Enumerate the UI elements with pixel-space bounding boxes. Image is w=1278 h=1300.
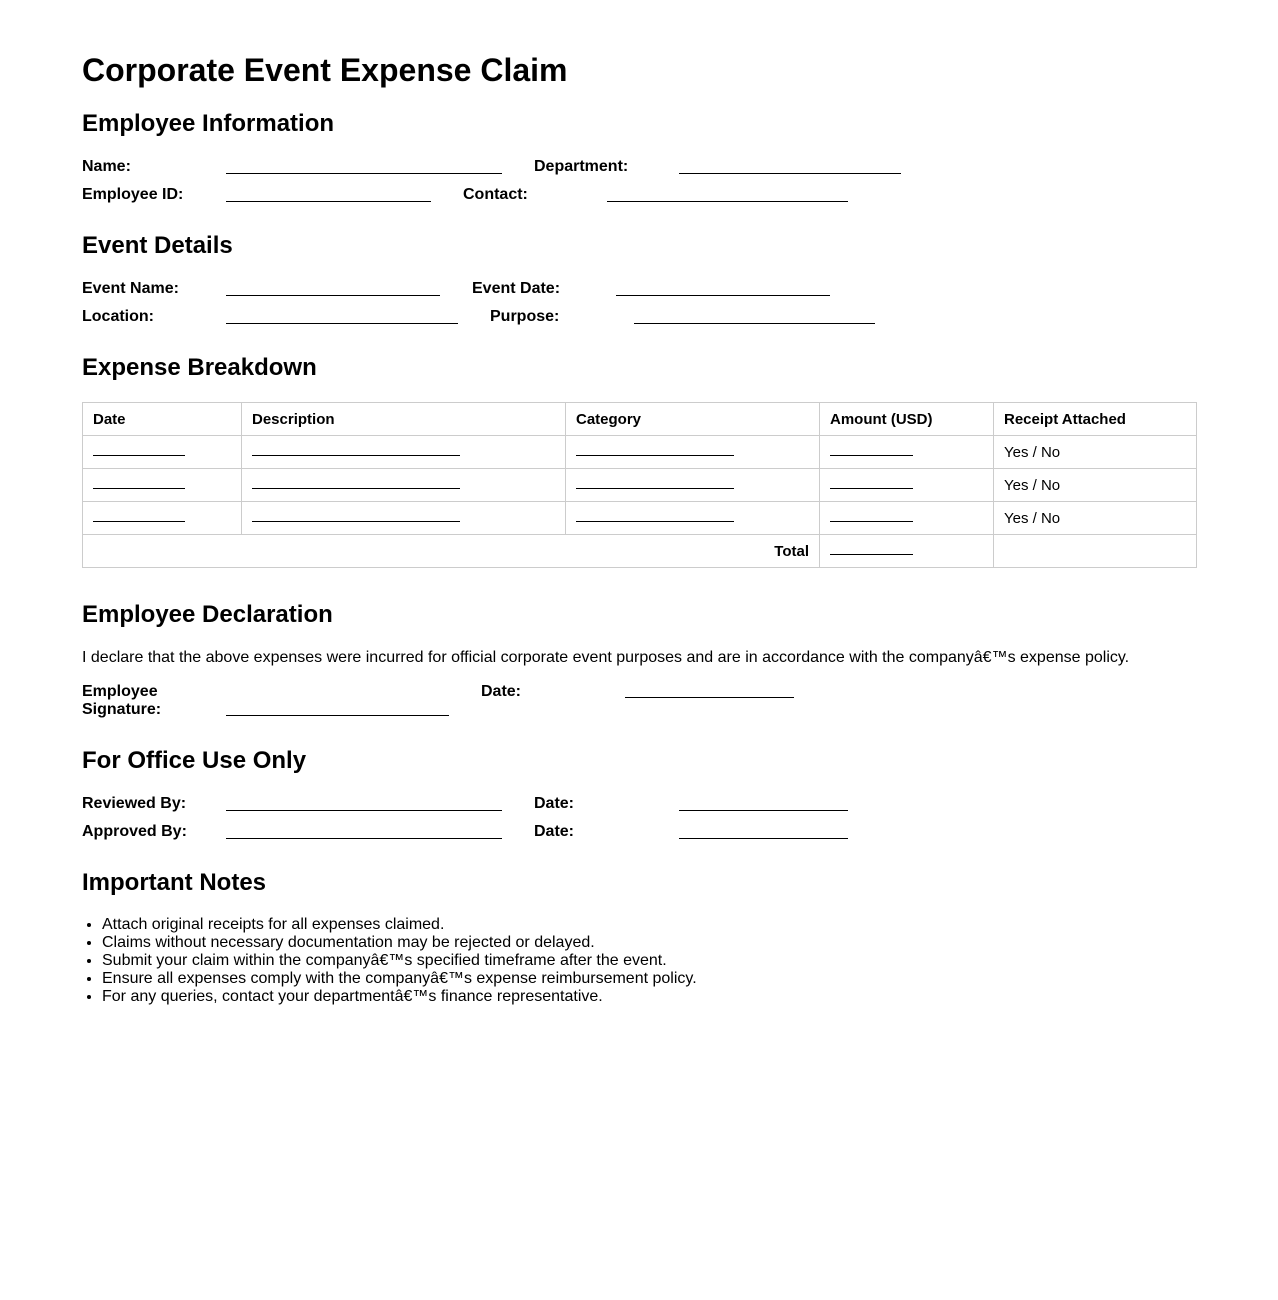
receipt-attached-option[interactable]: Yes / No (994, 502, 1197, 535)
approved-date-field[interactable] (679, 838, 848, 839)
event-name-field[interactable] (226, 295, 440, 296)
name-label: Name: (82, 158, 131, 175)
total-row (83, 535, 1197, 568)
reviewed-date-label: Date: (534, 795, 575, 812)
list-item: • Ensure all expenses comply with the companyâ€™s expense reimbursement policy. (102, 970, 697, 988)
section-heading-declaration: Employee Declaration (82, 601, 333, 628)
name-field[interactable] (226, 173, 502, 174)
event-date-label: Event Date: (472, 280, 561, 297)
date-field[interactable] (93, 455, 185, 456)
description-field[interactable] (252, 521, 460, 522)
expense-table (82, 402, 1197, 568)
location-label: Location: (82, 308, 154, 325)
column-header-receipt: Receipt Attached (994, 403, 1197, 436)
notes-list (82, 916, 697, 1006)
reviewed-by-field[interactable] (226, 810, 502, 811)
location-field[interactable] (226, 323, 458, 324)
column-header-date: Date (83, 403, 242, 436)
approved-date-label: Date: (534, 823, 575, 840)
section-heading-event-details: Event Details (82, 232, 233, 259)
reviewed-by-label: Reviewed By: (82, 795, 187, 812)
total-label: Total (83, 535, 820, 568)
purpose-label: Purpose: (490, 308, 560, 325)
category-field[interactable] (576, 488, 734, 489)
description-field[interactable] (252, 488, 460, 489)
list-item: • For any queries, contact your departmentâ€™s finance representative. (102, 988, 697, 1006)
list-item: • Attach original receipts for all expenses claimed. (102, 916, 697, 934)
employee-signature-label: Employee Signature: (82, 683, 162, 718)
amount-field[interactable] (830, 521, 913, 522)
date-field[interactable] (93, 521, 185, 522)
page-title: Corporate Event Expense Claim (82, 52, 568, 88)
contact-label: Contact: (463, 186, 528, 203)
department-label: Department: (534, 158, 629, 175)
purpose-field[interactable] (634, 323, 875, 324)
declaration-date-field[interactable] (625, 697, 794, 698)
receipt-attached-option[interactable]: Yes / No (994, 469, 1197, 502)
table-row (83, 469, 1197, 502)
date-field[interactable] (93, 488, 185, 489)
category-field[interactable] (576, 521, 734, 522)
declaration-text: I declare that the above expenses were incurred for official corporate event purposes and are in accordance with the companyâ€™s expense policy. (82, 649, 1130, 666)
employee-signature-field[interactable] (226, 715, 449, 716)
contact-field[interactable] (607, 201, 848, 202)
table-row (83, 436, 1197, 469)
list-item: • Claims without necessary documentation may be rejected or delayed. (102, 934, 697, 952)
declaration-date-label: Date: (481, 683, 522, 700)
total-amount-field[interactable] (830, 554, 913, 555)
section-heading-notes: Important Notes (82, 869, 267, 896)
department-field[interactable] (679, 173, 901, 174)
section-heading-employee-info: Employee Information (82, 110, 335, 137)
section-heading-expense-breakdown: Expense Breakdown (82, 354, 317, 381)
description-field[interactable] (252, 455, 460, 456)
event-date-field[interactable] (616, 295, 830, 296)
amount-field[interactable] (830, 488, 913, 489)
employee-id-field[interactable] (226, 201, 431, 202)
total-receipt-cell (994, 535, 1197, 568)
reviewed-date-field[interactable] (679, 810, 848, 811)
category-field[interactable] (576, 455, 734, 456)
approved-by-field[interactable] (226, 838, 502, 839)
receipt-attached-option[interactable]: Yes / No (994, 436, 1197, 469)
employee-id-label: Employee ID: (82, 186, 184, 203)
amount-field[interactable] (830, 455, 913, 456)
section-heading-office-use: For Office Use Only (82, 747, 307, 774)
table-row (83, 502, 1197, 535)
table-header-row (83, 403, 1197, 436)
list-item: • Submit your claim within the companyâ€™s specified timeframe after the event. (102, 952, 697, 970)
event-name-label: Event Name: (82, 280, 179, 297)
column-header-amount: Amount (USD) (820, 403, 994, 436)
column-header-description: Description (242, 403, 566, 436)
approved-by-label: Approved By: (82, 823, 187, 840)
column-header-category: Category (566, 403, 820, 436)
